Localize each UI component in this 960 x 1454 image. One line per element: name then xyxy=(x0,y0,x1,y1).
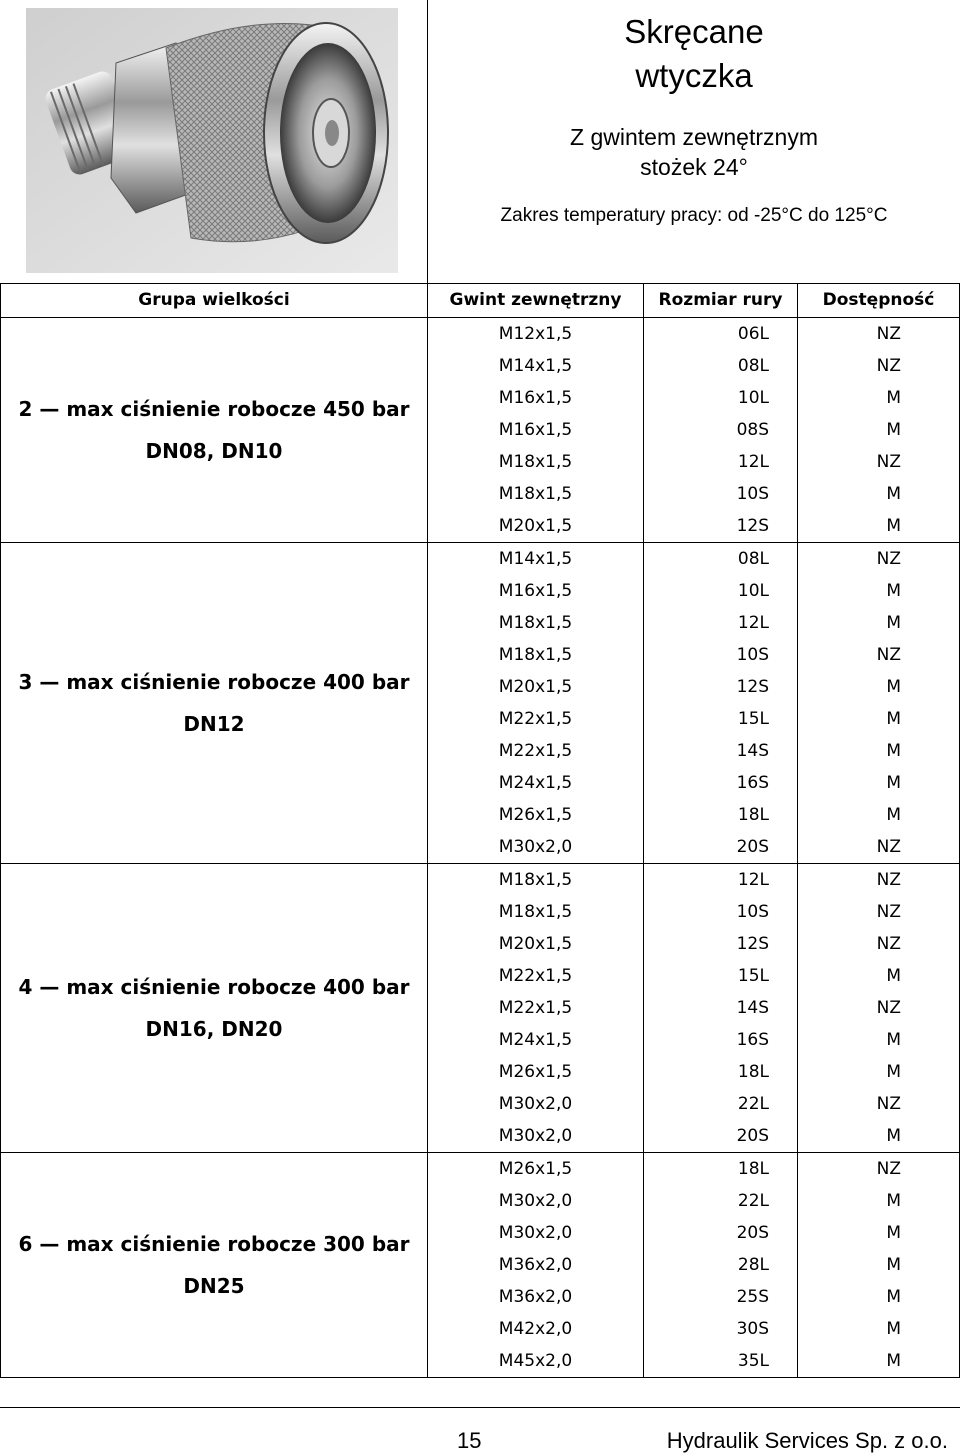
table-row xyxy=(1,543,960,576)
product-title xyxy=(428,10,960,98)
thread-cell: M26x1,5 xyxy=(428,1056,644,1088)
availability-cell: NZ xyxy=(798,639,960,671)
availability-cell: NZ xyxy=(798,318,960,351)
thread-cell: M20x1,5 xyxy=(428,671,644,703)
page-number: 15 xyxy=(457,1428,482,1453)
size-group-cell xyxy=(1,543,428,864)
pipe-size-cell: 22L xyxy=(644,1185,798,1217)
thread-cell: M16x1,5 xyxy=(428,575,644,607)
availability-cell: M xyxy=(798,1217,960,1249)
pipe-size-cell: 10L xyxy=(644,575,798,607)
pipe-size-cell: 16S xyxy=(644,767,798,799)
title-cell xyxy=(428,0,960,283)
size-group-pressure: 4 — max ciśnienie robocze 400 bar xyxy=(18,975,410,999)
thread-cell: M16x1,5 xyxy=(428,414,644,446)
availability-cell: NZ xyxy=(798,1088,960,1120)
availability-cell: M xyxy=(798,1120,960,1153)
availability-cell: M xyxy=(798,1056,960,1088)
column-header-pipe-size: Rozmiar rury xyxy=(644,284,798,318)
pipe-size-cell: 12L xyxy=(644,864,798,897)
availability-cell: M xyxy=(798,735,960,767)
pipe-size-cell: 25S xyxy=(644,1281,798,1313)
availability-cell: NZ xyxy=(798,896,960,928)
availability-cell: M xyxy=(798,414,960,446)
column-header-size-group: Grupa wielkości xyxy=(1,284,428,318)
pipe-size-cell: 20S xyxy=(644,1120,798,1153)
pipe-size-cell: 12L xyxy=(644,607,798,639)
availability-cell: M xyxy=(798,767,960,799)
availability-cell: M xyxy=(798,575,960,607)
size-group-cell xyxy=(1,318,428,543)
availability-cell: M xyxy=(798,1024,960,1056)
thread-cell: M20x1,5 xyxy=(428,510,644,543)
pipe-size-cell: 35L xyxy=(644,1345,798,1378)
thread-cell: M36x2,0 xyxy=(428,1281,644,1313)
title-line-2: wtyczka xyxy=(635,57,753,94)
size-group-pressure: 6 — max ciśnienie robocze 300 bar xyxy=(18,1232,410,1256)
pipe-size-cell: 10S xyxy=(644,896,798,928)
pipe-size-cell: 12L xyxy=(644,446,798,478)
thread-cell: M26x1,5 xyxy=(428,1153,644,1186)
thread-cell: M14x1,5 xyxy=(428,350,644,382)
pipe-size-cell: 16S xyxy=(644,1024,798,1056)
pipe-size-cell: 10S xyxy=(644,639,798,671)
thread-cell: M42x2,0 xyxy=(428,1313,644,1345)
column-header-availability: Dostępność xyxy=(798,284,960,318)
spec-table-body xyxy=(1,318,960,1378)
availability-cell: NZ xyxy=(798,1153,960,1186)
availability-cell: M xyxy=(798,607,960,639)
availability-cell: M xyxy=(798,1249,960,1281)
availability-cell: M xyxy=(798,1281,960,1313)
pipe-size-cell: 18L xyxy=(644,1153,798,1186)
pipe-size-cell: 08S xyxy=(644,414,798,446)
thread-cell: M22x1,5 xyxy=(428,735,644,767)
coupling-photo xyxy=(26,8,398,273)
thread-cell: M20x1,5 xyxy=(428,928,644,960)
pipe-size-cell: 14S xyxy=(644,992,798,1024)
availability-cell: M xyxy=(798,478,960,510)
size-group-pressure: 2 — max ciśnienie robocze 450 bar xyxy=(18,397,410,421)
availability-cell: M xyxy=(798,1313,960,1345)
pipe-size-cell: 08L xyxy=(644,350,798,382)
availability-cell: NZ xyxy=(798,992,960,1024)
thread-cell: M18x1,5 xyxy=(428,607,644,639)
size-group-dn: DN08, DN10 xyxy=(145,439,283,463)
pipe-size-cell: 14S xyxy=(644,735,798,767)
subtitle-line-1: Z gwintem zewnętrznym xyxy=(570,124,818,150)
table-row xyxy=(1,318,960,351)
availability-cell: M xyxy=(798,382,960,414)
availability-cell: NZ xyxy=(798,543,960,576)
thread-cell: M14x1,5 xyxy=(428,543,644,576)
pipe-size-cell: 30S xyxy=(644,1313,798,1345)
thread-cell: M18x1,5 xyxy=(428,896,644,928)
availability-cell: M xyxy=(798,671,960,703)
availability-cell: NZ xyxy=(798,350,960,382)
thread-cell: M18x1,5 xyxy=(428,446,644,478)
title-line-1: Skręcane xyxy=(624,13,764,50)
pipe-size-cell: 12S xyxy=(644,671,798,703)
availability-cell: NZ xyxy=(798,831,960,864)
thread-cell: M30x2,0 xyxy=(428,1185,644,1217)
pipe-size-cell: 06L xyxy=(644,318,798,351)
pipe-size-cell: 28L xyxy=(644,1249,798,1281)
table-row xyxy=(1,1153,960,1186)
page-footer xyxy=(0,1407,960,1454)
thread-cell: M12x1,5 xyxy=(428,318,644,351)
size-group-cell xyxy=(1,864,428,1153)
thread-cell: M18x1,5 xyxy=(428,639,644,671)
pipe-size-cell: 20S xyxy=(644,1217,798,1249)
pipe-size-cell: 12S xyxy=(644,510,798,543)
thread-cell: M18x1,5 xyxy=(428,478,644,510)
pipe-size-cell: 10L xyxy=(644,382,798,414)
availability-cell: M xyxy=(798,1185,960,1217)
thread-cell: M24x1,5 xyxy=(428,1024,644,1056)
size-group-dn: DN25 xyxy=(183,1274,245,1298)
availability-cell: M xyxy=(798,510,960,543)
product-photo-cell xyxy=(0,0,428,283)
thread-cell: M22x1,5 xyxy=(428,992,644,1024)
pipe-size-cell: 15L xyxy=(644,960,798,992)
subtitle-line-2: stożek 24° xyxy=(640,154,748,180)
availability-cell: M xyxy=(798,799,960,831)
thread-cell: M26x1,5 xyxy=(428,799,644,831)
thread-cell: M16x1,5 xyxy=(428,382,644,414)
thread-cell: M18x1,5 xyxy=(428,864,644,897)
temperature-range: Zakres temperatury pracy: od -25°C do 125°C xyxy=(500,205,888,226)
size-group-cell xyxy=(1,1153,428,1378)
pipe-size-cell: 18L xyxy=(644,1056,798,1088)
spec-table xyxy=(0,283,960,1378)
thread-cell: M30x2,0 xyxy=(428,1120,644,1153)
availability-cell: NZ xyxy=(798,864,960,897)
availability-cell: NZ xyxy=(798,928,960,960)
pipe-size-cell: 10S xyxy=(644,478,798,510)
availability-cell: NZ xyxy=(798,446,960,478)
pipe-size-cell: 12S xyxy=(644,928,798,960)
thread-cell: M30x2,0 xyxy=(428,1217,644,1249)
thread-cell: M45x2,0 xyxy=(428,1345,644,1378)
thread-cell: M22x1,5 xyxy=(428,960,644,992)
size-group-dn: DN16, DN20 xyxy=(145,1017,283,1041)
availability-cell: M xyxy=(798,1345,960,1378)
table-header-row xyxy=(1,284,960,318)
thread-cell: M36x2,0 xyxy=(428,1249,644,1281)
thread-cell: M24x1,5 xyxy=(428,767,644,799)
column-header-thread: Gwint zewnętrzny xyxy=(428,284,644,318)
availability-cell: M xyxy=(798,960,960,992)
thread-cell: M30x2,0 xyxy=(428,831,644,864)
thread-cell: M30x2,0 xyxy=(428,1088,644,1120)
pipe-size-cell: 22L xyxy=(644,1088,798,1120)
table-row xyxy=(1,864,960,897)
availability-cell: M xyxy=(798,703,960,735)
product-subtitle xyxy=(428,122,960,182)
pipe-size-cell: 18L xyxy=(644,799,798,831)
size-group-pressure: 3 — max ciśnienie robocze 400 bar xyxy=(18,670,410,694)
company-name: Hydraulik Services Sp. z o.o. xyxy=(666,1428,948,1453)
pipe-size-cell: 20S xyxy=(644,831,798,864)
pipe-size-cell: 08L xyxy=(644,543,798,576)
thread-cell: M22x1,5 xyxy=(428,703,644,735)
pipe-size-cell: 15L xyxy=(644,703,798,735)
size-group-dn: DN12 xyxy=(183,712,245,736)
